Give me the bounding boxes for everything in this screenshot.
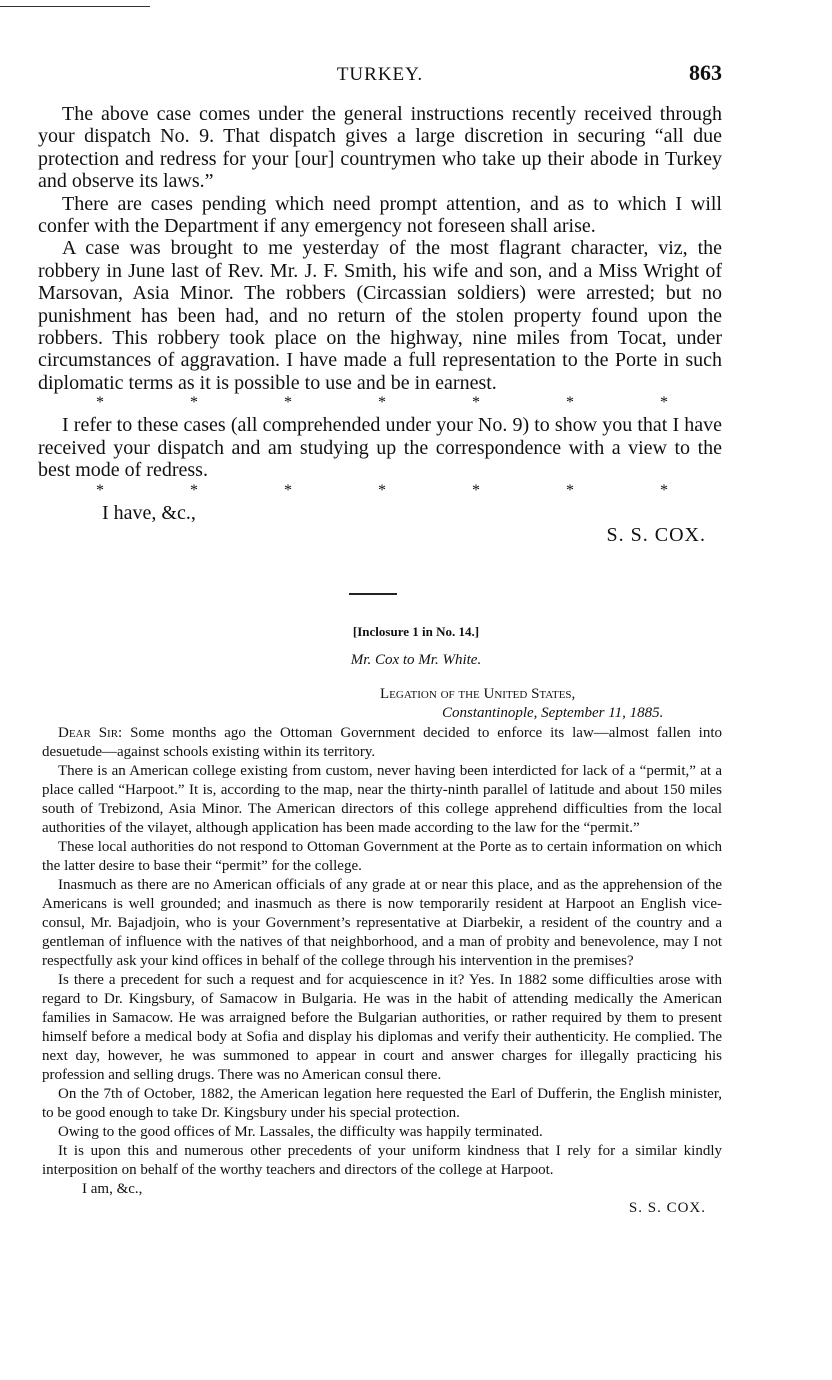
page-header bbox=[38, 60, 722, 94]
running-title: TURKEY. bbox=[336, 64, 424, 85]
asterisk: * bbox=[190, 394, 198, 412]
letter-paragraph-1 bbox=[42, 724, 722, 762]
paragraph-2: There are cases pending which need prompt attention, and as to which I will confer with the Department if any emergency not foreseen shall arise. bbox=[38, 192, 722, 238]
place-date: Constantinople, September 11, 1885. bbox=[442, 705, 664, 721]
asterisk: * bbox=[472, 481, 480, 499]
asterisk: * bbox=[96, 481, 104, 499]
letter-salutation: Dear Sir: bbox=[58, 725, 123, 741]
ellipsis-stars-2 bbox=[38, 482, 722, 502]
enclosure-letter bbox=[42, 724, 722, 1220]
letter-paragraph-3: These local authorities do not respond to Ottoman Government at the Porte as to certain information on which the latter desire to base their “permit” for the college. bbox=[42, 839, 722, 874]
letter-paragraph-1-text: Some months ago the Ottoman Government decided to enforce its law—almost fallen into desuetude—against schools existing within its territory. bbox=[42, 725, 723, 760]
section-divider bbox=[349, 593, 397, 595]
letter-signature: S. S. COX. bbox=[628, 1200, 706, 1216]
paragraph-3: A case was brought to me yesterday of the most flagrant character, viz, the robbery in June last of Rev. Mr. J. F. Smith, his wife and son, and a Miss Wright of Marsovan, Asia Minor. The robbers (Circassian soldiers) were arrested; but no punishment has been had, and no return of the stolen property found upon the robbers. This robbery took place on the highway, nine miles from Tocat, under circumstances of aggravation. I have made a full representation to the Porte in such diplomatic terms as it is possible to use and be in earnest. bbox=[38, 237, 722, 394]
signature: S. S. COX. bbox=[606, 523, 706, 546]
asterisk: * bbox=[190, 481, 198, 499]
asterisk: * bbox=[660, 481, 668, 499]
ellipsis-stars-1 bbox=[38, 394, 722, 414]
asterisk: * bbox=[378, 481, 386, 499]
letter-paragraph-6: On the 7th of October, 1882, the American legation here requested the Earl of Dufferin, the English minister, to be good enough to take Dr. Kingsbury under his special protection. bbox=[42, 1086, 722, 1121]
asterisk: * bbox=[566, 481, 574, 499]
letter-heading bbox=[380, 685, 663, 723]
paragraph-1: The above case comes under the general instructions recently received through your dispatch No. 9. That dispatch gives a large discretion in securing “all due protection and redress for your [our] countrymen who take up their abode in Turkey and observe its laws.” bbox=[38, 103, 722, 193]
enclosure-title: Mr. Cox to Mr. White. bbox=[350, 652, 482, 668]
asterisk: * bbox=[96, 394, 104, 412]
asterisk: * bbox=[284, 394, 292, 412]
closing bbox=[38, 502, 722, 548]
page-number: 863 bbox=[689, 60, 722, 85]
enclosure-label: [Inclosure 1 in No. 14.] bbox=[352, 624, 480, 639]
paragraph-4: I refer to these cases (all comprehended under your No. 9) to show you that I have received your dispatch and am studying up the correspondence with a view to the best mode of redress. bbox=[38, 414, 722, 482]
legation-line: Legation of the United States, bbox=[380, 686, 576, 702]
letter-paragraph-5: Is there a precedent for such a request and for acquiescence in it? Yes. In 1882 some difficulties arose with regard to Dr. Kingsbury, of Samacow in Bulgaria. He was in the habit of attending medically the American families in Samacow. He was arraigned before the Bulgarian authorities, or rather required by them to present himself before a medical body at Sofia and display his diplomas and verify their authenticity. He complied. The next day, however, he was summoned to appear in court and answer charges for illegally practicing his profession and selling drugs. There was no American consul there. bbox=[42, 972, 722, 1083]
top-rule bbox=[0, 6, 150, 7]
asterisk: * bbox=[472, 394, 480, 412]
asterisk: * bbox=[284, 481, 292, 499]
letter-closing bbox=[42, 1180, 722, 1220]
letter-paragraph-7: Owing to the good offices of Mr. Lassales, the difficulty was happily terminated. bbox=[58, 1124, 543, 1140]
closing-salutation: I have, &c., bbox=[102, 501, 196, 524]
asterisk: * bbox=[566, 394, 574, 412]
letter-paragraph-4: Inasmuch as there are no American officials of any grade at or near this place, and as the apprehension of the Americans is well grounded; and inasmuch as there is now temporarily resident at Harpoot an English vice-consul, Mr. Bajadjoin, who is your Government’s representative at Diarbekir, a resident of the country and a gentleman of influence with the natives of that neighborhood, and a man of probity and benevolence, may I not respectfully ask your kind offices in behalf of the college through his intervention in the premises? bbox=[42, 877, 722, 969]
asterisk: * bbox=[660, 394, 668, 412]
letter-paragraph-2: There is an American college existing from custom, never having been interdicted for lack of a “permit,” at a place called “Harpoot.” It is, according to the map, near the thirty-ninth parallel of latitude and about 150 miles south of Trebizond, Asia Minor. The American directors of this college apprehend difficulties from the local authorities of the vilayet, although application has been made according to the law for the “permit.” bbox=[42, 763, 722, 836]
dispatch-body bbox=[38, 103, 722, 548]
asterisk: * bbox=[378, 394, 386, 412]
letter-paragraph-8: It is upon this and numerous other precedents of your uniform kindness that I rely for a similar kindly interposition on behalf of the worthy teachers and directors of the college at Harpoot. bbox=[42, 1143, 722, 1178]
letter-closing-salutation: I am, &c., bbox=[82, 1181, 143, 1197]
